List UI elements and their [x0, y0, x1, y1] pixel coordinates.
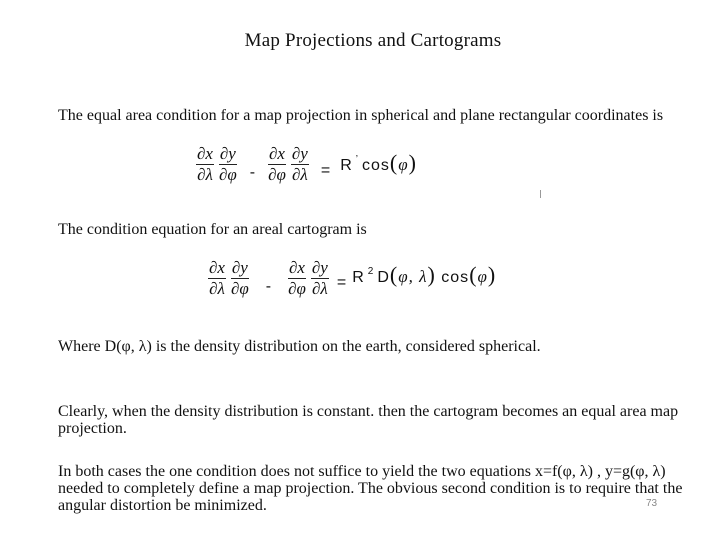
radius-symbol: R [352, 268, 365, 286]
cos-function: cos [441, 268, 470, 286]
paragraph-constant-density: Clearly, when the density distribution is constant. then the cartogram becomes an equal area map projection. [58, 403, 679, 437]
fraction [311, 259, 329, 298]
density-function: D [377, 268, 390, 286]
minus-sign: - [249, 163, 256, 181]
fraction [267, 145, 287, 184]
fraction [208, 259, 226, 298]
denominator: ∂φ [218, 165, 237, 184]
slide-title: Map Projections and Cartograms [244, 30, 502, 51]
numerator: ∂x [209, 258, 225, 277]
paragraph-second-condition: In both cases the one condition does not suffice to yield the two equations x=f(φ, λ) , y=g(φ, λ) needed to completely define a map projection. The obvious second condition is to require that the angular distortion be minimized. [58, 463, 683, 514]
denominator: ∂λ [312, 279, 328, 298]
numerator: ∂y [219, 144, 236, 163]
numerator: ∂y [231, 258, 248, 277]
equation-equal-area [194, 145, 417, 184]
denominator: ∂λ [209, 279, 225, 298]
numerator: ∂x [289, 258, 305, 277]
superscript: 2 [367, 265, 375, 277]
fraction [196, 145, 214, 184]
equation-rhs: R $^2$ D(φ, λ) cos(φ) [352, 261, 497, 287]
paragraph-equal-area-intro: The equal area condition for a map projection in spherical and plane rectangular coordinates is [58, 107, 664, 124]
superscript: ’ [355, 153, 359, 165]
numerator: ∂y [291, 144, 308, 163]
equals-sign: = [336, 273, 347, 291]
fraction [218, 145, 238, 184]
fraction [287, 259, 307, 298]
stray-mark [540, 190, 541, 198]
cos-function: cos [362, 156, 390, 174]
denominator: ∂φ [288, 279, 306, 298]
page-number: 73 [646, 498, 658, 509]
paragraph-cartogram-intro: The condition equation for an areal cartogram is [58, 221, 367, 238]
equation-rhs: R ’ cos(φ) [340, 149, 417, 175]
equals-sign: = [320, 161, 331, 179]
numerator: ∂x [197, 144, 213, 163]
fraction [230, 259, 250, 298]
minus-sign: - [265, 277, 272, 295]
paragraph-density-definition: Where D(φ, λ) is the density distribution on the earth, considered spherical. [58, 338, 541, 355]
latitude-argument: φ [398, 154, 409, 174]
denominator: ∂φ [230, 279, 249, 298]
denominator: ∂λ [292, 165, 308, 184]
denominator: ∂φ [268, 165, 286, 184]
density-arguments: φ, λ [398, 266, 428, 286]
numerator: ∂x [269, 144, 285, 163]
radius-symbol: R [340, 156, 353, 174]
fraction [291, 145, 309, 184]
numerator: ∂y [311, 258, 328, 277]
latitude-argument: φ [477, 266, 488, 286]
denominator: ∂λ [197, 165, 213, 184]
equation-areal-cartogram [206, 259, 496, 298]
